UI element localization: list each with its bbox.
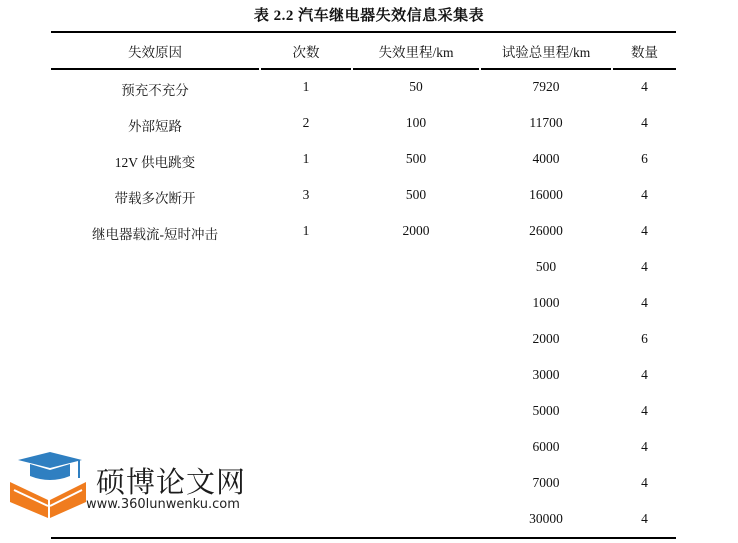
cell-failure-cause: 继电器载流-短时冲击 (92, 227, 218, 242)
table-bottom-rule (51, 537, 676, 539)
cell-count: 3 (302, 187, 310, 202)
header-count: 次数 (292, 45, 320, 60)
cell-total-test-mileage: 16000 (529, 187, 563, 202)
cell-quantity: 4 (641, 295, 648, 310)
cell-count: 1 (302, 151, 310, 166)
cell-quantity: 4 (641, 79, 648, 94)
cell-total-test-mileage: 500 (535, 259, 557, 274)
cell-failure-cause: 12V 供电跳变 (114, 155, 196, 170)
cell-total-test-mileage: 2000 (532, 331, 560, 346)
header-total-test-mileage: 试验总里程/km (501, 45, 591, 60)
cell-total-test-mileage: 7000 (532, 475, 560, 490)
graduation-cap-book-icon (8, 452, 88, 522)
cell-failure-mileage: 500 (405, 187, 427, 202)
cell-failure-mileage: 500 (405, 151, 427, 166)
cell-quantity: 6 (641, 151, 648, 166)
cell-quantity: 4 (641, 115, 648, 130)
cell-quantity: 4 (641, 223, 648, 238)
cell-total-test-mileage: 1000 (532, 295, 560, 310)
cell-total-test-mileage: 5000 (532, 403, 560, 418)
cell-failure-cause: 带载多次断开 (114, 191, 196, 206)
cell-quantity: 6 (641, 331, 648, 346)
cell-total-test-mileage: 4000 (532, 151, 560, 166)
header-failure-cause: 失效原因 (128, 45, 182, 60)
cell-failure-cause: 预充不充分 (121, 83, 189, 98)
watermark (8, 452, 268, 522)
cell-quantity: 4 (641, 187, 648, 202)
cell-quantity: 4 (641, 475, 648, 490)
header-failure-mileage: 失效里程/km (378, 45, 454, 60)
cell-total-test-mileage: 6000 (532, 439, 560, 454)
cell-count: 1 (302, 223, 310, 238)
table-title: 表 2.2 汽车继电器失效信息采集表 (253, 8, 485, 24)
cell-count: 1 (302, 79, 310, 94)
watermark-site-name: 硕博论文网 (96, 465, 247, 499)
cell-total-test-mileage: 3000 (532, 367, 560, 382)
cell-total-test-mileage: 30000 (529, 511, 563, 526)
table-top-rule (51, 31, 676, 33)
cell-failure-cause: 外部短路 (128, 119, 182, 134)
cell-failure-mileage: 100 (405, 115, 427, 130)
cell-quantity: 4 (641, 439, 648, 454)
cell-total-test-mileage: 26000 (529, 223, 563, 238)
cell-failure-mileage: 50 (409, 79, 423, 94)
cell-quantity: 4 (641, 403, 648, 418)
cell-total-test-mileage: 7920 (532, 79, 560, 94)
cell-failure-mileage: 2000 (402, 223, 430, 238)
cell-total-test-mileage: 11700 (529, 115, 563, 130)
table-header-rule (51, 68, 676, 70)
watermark-url: www.360lunwenku.com (86, 497, 240, 512)
cell-quantity: 4 (641, 259, 648, 274)
header-quantity: 数量 (631, 45, 658, 60)
cell-quantity: 4 (641, 511, 648, 526)
cell-quantity: 4 (641, 367, 648, 382)
cell-count: 2 (302, 115, 310, 130)
